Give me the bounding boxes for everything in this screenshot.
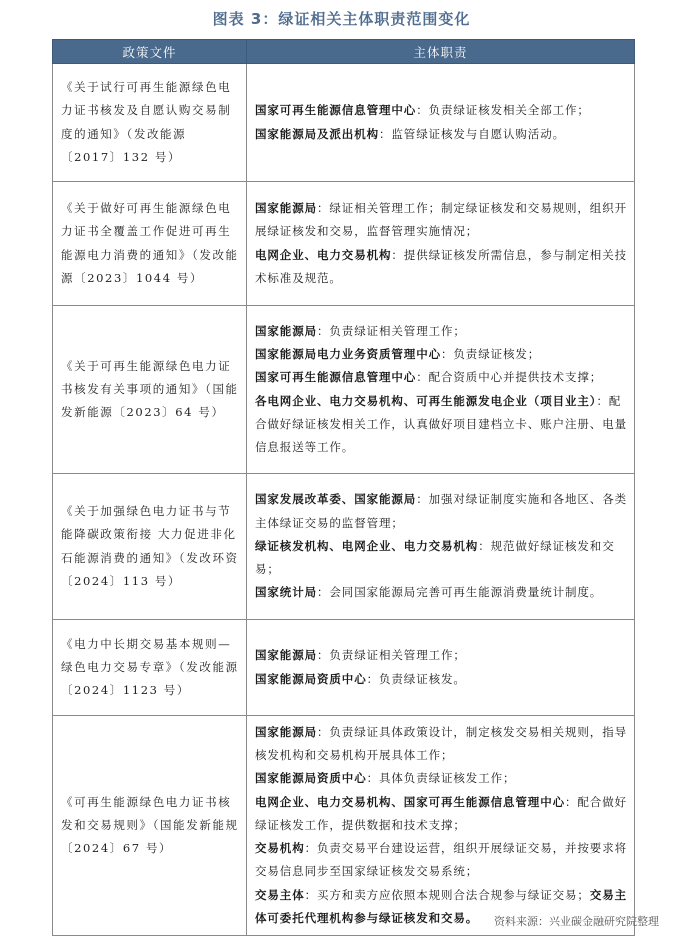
responsibility-entry	[255, 99, 630, 122]
responsibility-entry	[255, 488, 630, 535]
entity-name: 国家统计局	[255, 585, 317, 600]
responsibility-entry	[255, 721, 630, 768]
responsibility-entry	[255, 343, 630, 366]
responsibility-entry	[255, 197, 630, 244]
responsibility-entry	[255, 366, 630, 389]
responsibility-cell	[247, 306, 635, 474]
entity-duty-emphasis: 交易主体可委托代理机构参与绿证核发和交易。	[255, 887, 628, 926]
entity-name: 各电网企业、电力交易机构、可再生能源发电企业（项目业主）	[255, 393, 597, 408]
source-note: 资料来源：兴业碳金融研究院整理	[494, 915, 659, 928]
entity-duty: ：负责绿证相关管理工作；	[317, 648, 466, 663]
table-header-row	[53, 40, 635, 64]
entity-name: 国家可再生能源信息管理中心	[255, 370, 417, 385]
entity-duty: ：监管绿证核发与自愿认购活动。	[379, 126, 565, 141]
responsibility-cell	[247, 620, 635, 716]
entity-duty: ：配合资质中心并提供技术支撑；	[416, 370, 603, 385]
entity-name: 交易机构	[255, 841, 305, 856]
entity-duty: ：绿证相关管理工作；制定绿证核发和交易规则，组织开展绿证核发和交易，监督管理实施情况；	[255, 200, 627, 239]
figure-title: 图表 3：绿证相关主体职责范围变化	[212, 10, 471, 28]
table-row	[53, 64, 635, 182]
entity-name: 电网企业、电力交易机构	[255, 247, 392, 262]
entity-duty: ：具体负责绿证核发工作；	[366, 771, 516, 786]
entity-name: 国家可再生能源信息管理中心	[255, 103, 417, 118]
entity-duty: ：加强对绿证制度实施和各地区、各类主体绿证交易的监督管理；	[255, 492, 628, 530]
responsibility-entry	[255, 837, 630, 884]
responsibility-cell	[247, 716, 635, 936]
entity-name: 国家能源局	[255, 200, 317, 215]
entity-duty: ：负责绿证核发相关全部工作；	[416, 103, 590, 118]
policy-table	[52, 39, 635, 936]
responsibility-entry	[255, 581, 630, 604]
entity-duty: ：负责绿证具体政策设计，制定核发交易相关规则，指导核发机构和交易机构开展具体工作；	[255, 724, 627, 762]
policy-document-cell: 《关于加强绿色电力证书与节能降碳政策衔接 大力促进非化石能源消费的通知》（发改环资〔2024〕113 号）	[53, 474, 247, 620]
entity-name: 国家发展改革委、国家能源局	[255, 492, 417, 507]
entity-name: 国家能源局电力业务资质管理中心	[255, 346, 441, 361]
entity-duty: ：配合做好绿证核发工作，提供数据和技术支撑；	[255, 794, 627, 832]
entity-name: 国家能源局	[255, 724, 317, 739]
responsibility-cell	[247, 474, 635, 620]
responsibility-entry	[255, 390, 630, 460]
responsibility-entry	[255, 320, 630, 343]
table-row	[53, 474, 635, 620]
responsibility-cell	[247, 182, 635, 306]
policy-document-cell: 《关于可再生能源绿色电力证书核发有关事项的通知》（国能发新能源〔2023〕64 号）	[53, 306, 247, 474]
header-policy-document: 政策文件	[53, 40, 247, 64]
entity-duty: ：会同国家能源局完善可再生能源消费量统计制度。	[317, 585, 603, 600]
policy-document-cell: 《关于做好可再生能源绿色电力证书全覆盖工作促进可再生能源电力消费的通知》（发改能源〔2023〕1044 号）	[53, 182, 247, 306]
entity-duty: ：负责绿证核发。	[366, 671, 466, 686]
entity-name: 国家能源局及派出机构	[255, 126, 379, 141]
responsibility-entry	[255, 791, 630, 838]
entity-duty: ：买方和卖方应依照本规则合法合规参与绿证交易；	[304, 887, 590, 902]
entity-name: 国家能源局	[255, 648, 317, 663]
table-row	[53, 182, 635, 306]
table-row	[53, 620, 635, 716]
table-row	[53, 306, 635, 474]
header-responsibility: 主体职责	[247, 40, 635, 64]
responsibility-entry	[255, 644, 630, 667]
responsibility-entry	[255, 244, 630, 291]
entity-name: 交易主体	[255, 887, 305, 902]
entity-name: 国家能源局	[255, 323, 317, 338]
entity-duty: ：负责绿证相关管理工作；	[317, 323, 466, 338]
policy-document-cell: 《关于试行可再生能源绿色电力证书核发及自愿认购交易制度的通知》（发改能源〔2017〕132 号）	[53, 64, 247, 182]
entity-name: 国家能源局资质中心	[255, 771, 367, 786]
entity-duty: ：提供绿证核发所需信息，参与制定相关技术标准及规范。	[255, 247, 628, 285]
responsibility-entry	[255, 668, 630, 691]
entity-duty: ：配合做好绿证核发相关工作，认真做好项目建档立卡、账户注册、电量信息报送等工作。	[255, 393, 627, 455]
responsibility-entry	[255, 767, 630, 790]
entity-name: 国家能源局资质中心	[255, 671, 367, 686]
responsibility-cell	[247, 64, 635, 182]
responsibility-entry	[255, 123, 630, 146]
table-row	[53, 716, 635, 936]
policy-document-cell: 《可再生能源绿色电力证书核发和交易规则》（国能发新能规〔2024〕67 号）	[53, 716, 247, 936]
entity-duty: ：规范做好绿证核发和交易；	[255, 538, 615, 577]
entity-duty: ：负责绿证核发；	[441, 346, 541, 361]
responsibility-entry	[255, 535, 630, 582]
entity-name: 电网企业、电力交易机构、国家可再生能源信息管理中心	[255, 794, 565, 809]
policy-document-cell: 《电力中长期交易基本规则—绿色电力交易专章》（发改能源〔2024〕1123 号）	[53, 620, 247, 716]
entity-duty: ：负责交易平台建设运营，组织开展绿证交易，并按要求将交易信息同步至国家绿证核发交易系统；	[255, 841, 628, 879]
entity-name: 绿证核发机构、电网企业、电力交易机构	[255, 538, 479, 553]
